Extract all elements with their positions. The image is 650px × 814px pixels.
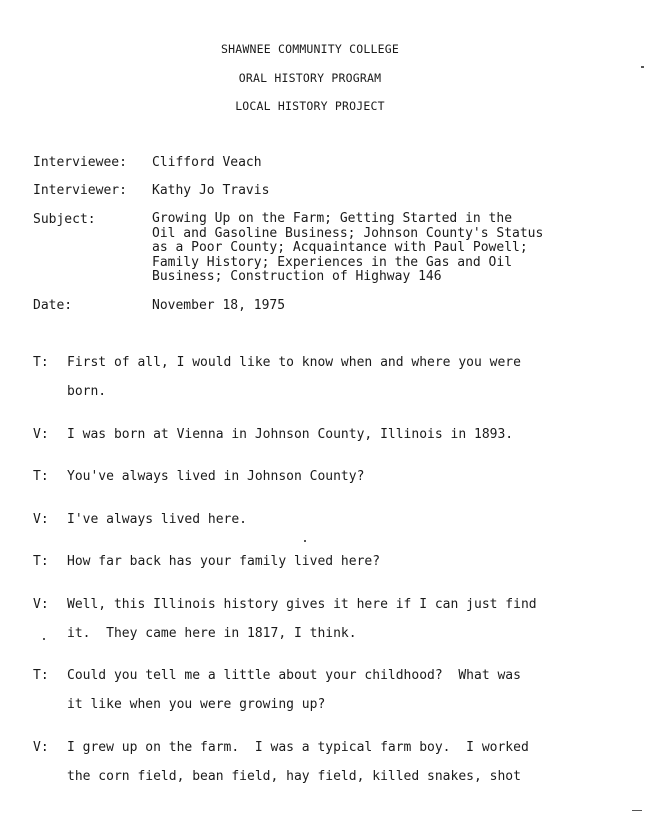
speaker-label: T:: [33, 355, 49, 370]
project-heading: LOCAL HISTORY PROJECT: [235, 99, 385, 113]
speaker-label: T:: [33, 668, 49, 683]
subject-line: as a Poor County; Acquaintance with Paul Powell;: [152, 240, 528, 256]
speaker-label: V:: [33, 427, 49, 442]
scan-speck: [632, 810, 642, 811]
transcript-line: the corn field, bean field, hay field, killed snakes, shot: [67, 769, 521, 784]
date-label: Date:: [33, 298, 73, 313]
subject-line: Growing Up on the Farm; Getting Started in the: [152, 211, 513, 226]
subject-label: Subject:: [33, 212, 96, 227]
transcript-line: born.: [67, 384, 107, 399]
transcript-line: I was born at Vienna in Johnson County, Illinois in 1893.: [67, 427, 514, 442]
subject-line: Family History; Experiences in the Gas and Oil: [152, 254, 513, 270]
program-heading: ORAL HISTORY PROGRAM: [238, 71, 382, 85]
transcript-line: You've always lived in Johnson County?: [67, 469, 365, 484]
interviewer-label: Interviewer:: [33, 183, 127, 198]
college-heading: SHAWNEE COMMUNITY COLLEGE: [220, 42, 400, 56]
transcript-line: I've always lived here.: [67, 512, 248, 527]
speaker-label: V:: [33, 512, 49, 527]
interviewer-value: Kathy Jo Travis: [152, 183, 270, 198]
transcript-line: Could you tell me a little about your childhood? What was: [67, 668, 521, 683]
subject-line: Oil and Gasoline Business; Johnson County's Status: [152, 225, 544, 241]
transcript-line: it. They came here in 1817, I think.: [67, 626, 357, 641]
speaker-label: V:: [33, 597, 49, 612]
transcript-line: How far back has your family lived here?: [67, 554, 381, 569]
scan-speck: [641, 66, 644, 68]
speaker-label: V:: [33, 740, 49, 755]
transcript-line: First of all, I would like to know when and where you were: [67, 355, 521, 370]
speaker-label: T:: [33, 554, 49, 569]
subject-value: [152, 212, 543, 285]
transcript-line: I grew up on the farm. I was a typical farm boy. I worked: [67, 740, 529, 755]
transcript-line: it like when you were growing up?: [67, 697, 326, 712]
scan-speck: [43, 638, 45, 640]
date-value: November 18, 1975: [152, 298, 286, 313]
interviewee-value: Clifford Veach: [152, 155, 262, 170]
transcript-line: Well, this Illinois history gives it here if I can just find: [67, 597, 537, 612]
subject-line: Business; Construction of Highway 146: [152, 269, 442, 285]
speaker-label: T:: [33, 469, 49, 484]
interviewee-label: Interviewee:: [33, 155, 127, 170]
scan-speck: [304, 540, 306, 542]
